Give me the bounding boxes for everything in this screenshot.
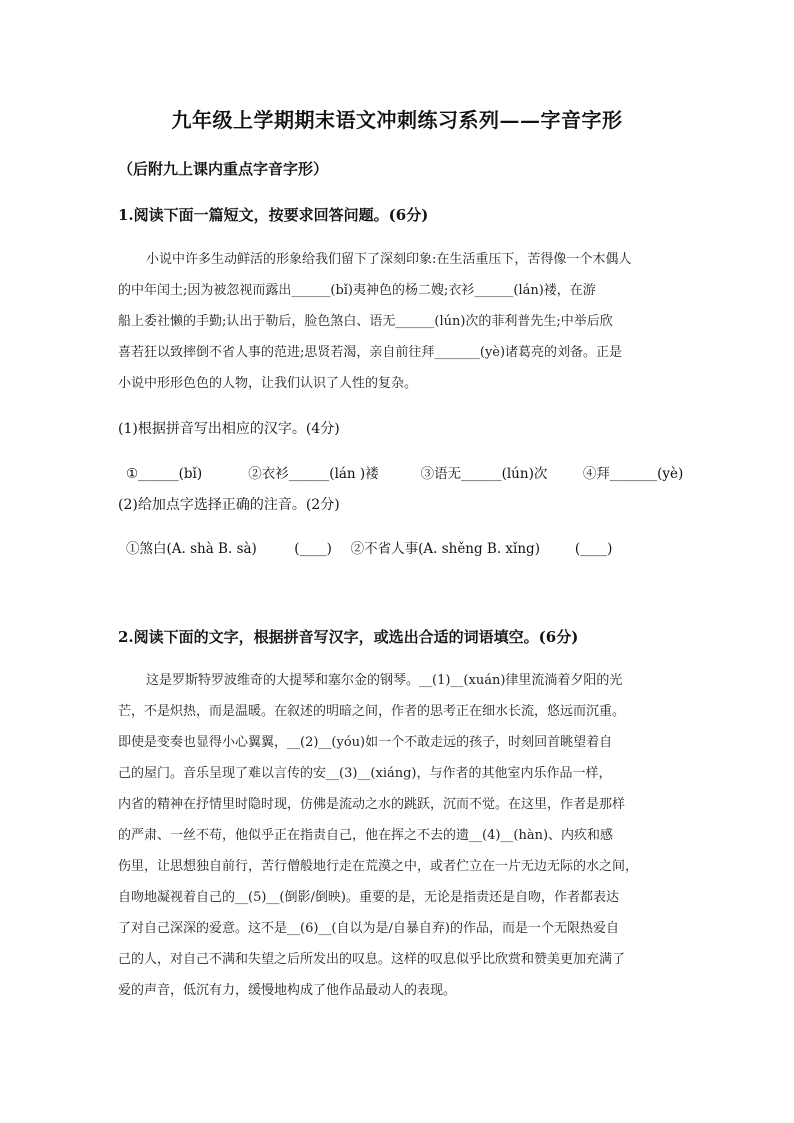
passage-line: 的严肃、一丝不苟，他似乎正在指责自己，他在挥之不去的遗__(4)__(hàn)、内疚和感 <box>118 828 614 843</box>
answer-item: ③语无______(lún)次 <box>420 466 548 482</box>
passage-line: 伤里，让思想独自前行，苦行僧般地行走在荒漠之中，或者伫立在一片无边无际的水之间， <box>118 859 639 874</box>
page-title: 九年级上学期期末语文冲刺练习系列——字音字形 <box>171 108 623 132</box>
choice-item: ①煞白(A. shà B. sà) <box>126 541 257 557</box>
question-1-sub1: (1)根据拼音写出相应的汉字。(4分) <box>118 421 340 437</box>
passage-line: 芒，不是炽热，而是温暖。在叙述的明暗之间，作者的思考正在细水长流，悠远而沉重。 <box>118 704 626 719</box>
answer-blank: (____) <box>574 541 613 557</box>
question-1-heading: 1.阅读下面一篇短文，按要求回答问题。(6分) <box>118 206 429 224</box>
passage-line: 船上委社懒的手勤;认出于勒后，脸色煞白、语无______(lún)次的菲利普先生;中举后欣 <box>118 314 613 329</box>
page-subtitle: （后附九上课内重点字音字形） <box>118 160 329 178</box>
question-1-sub2-items <box>126 537 612 557</box>
answer-blank: (____) <box>294 541 332 557</box>
question-2-heading: 2.阅读下面的文字，根据拼音写汉字，或选出合适的词语填空。(6分) <box>118 628 579 646</box>
question-1-sub1-items <box>126 462 683 482</box>
passage-line: 爱的声音，低沉有力，缓慢地构成了他作品最动人的表现。 <box>118 983 457 998</box>
question-2-passage <box>118 665 690 1006</box>
passage-line: 的中年闰土;因为被忽视而露出______(bǐ)夷神色的杨二嫂;衣衫______(lán)褛，在游 <box>118 283 596 298</box>
question-1-sub2: (2)给加点字选择正确的注音。(2分) <box>118 497 340 513</box>
passage-line: 即使是变奏也显得小心翼翼，__(2)__(yóu)如一个不敢走远的孩子，时刻回首眺望着自 <box>118 735 613 750</box>
passage-line: 了对自己深深的爱意。这不是__(6)__(自以为是/自暴自弃)的作品，而是一个无限热爱自 <box>118 921 619 936</box>
passage-line: 内省的精神在抒情里时隐时现，仿佛是流动之水的跳跃，沉而不觉。在这里，作者是那样 <box>118 797 626 812</box>
passage-line: 己的人，对自己不满和失望之后所发出的叹息。这样的叹息似乎比欣赏和赞美更加充满了 <box>118 952 626 967</box>
passage-line: 自吻地凝视着自己的__(5)__(倒影/倒映)。重要的是，无论是指责还是自吻，作者都表达 <box>118 890 619 905</box>
passage-line: 喜若狂以致摔倒不省人事的范进;思贤若渴，亲自前往拜_______(yè)诸葛亮的刘备。正是 <box>118 345 623 360</box>
passage-line: 己的屋门。音乐呈现了难以言传的安__(3)__(xiáng)，与作者的其他室内乐作品一样， <box>118 766 612 781</box>
choice-item: ②不省人事(A. shěng B. xǐng) <box>350 541 540 557</box>
answer-item: ④拜_______(yè) <box>582 466 684 482</box>
passage-line: 小说中形形色色的人物，让我们认识了人性的复杂。 <box>118 376 418 391</box>
passage-line: 小说中许多生动鲜活的形象给我们留下了深刻印象:在生活重压下，苦得像一个木偶人 <box>146 252 632 267</box>
answer-item: ②衣衫______(lán )褛 <box>248 466 379 482</box>
question-1-passage <box>118 244 683 399</box>
passage-line: 这是罗斯特罗波维奇的大提琴和塞尔金的钢琴。__(1)__(xuán)律里流淌着夕阳的光 <box>146 673 623 688</box>
answer-item: ①______(bǐ) <box>126 466 203 482</box>
